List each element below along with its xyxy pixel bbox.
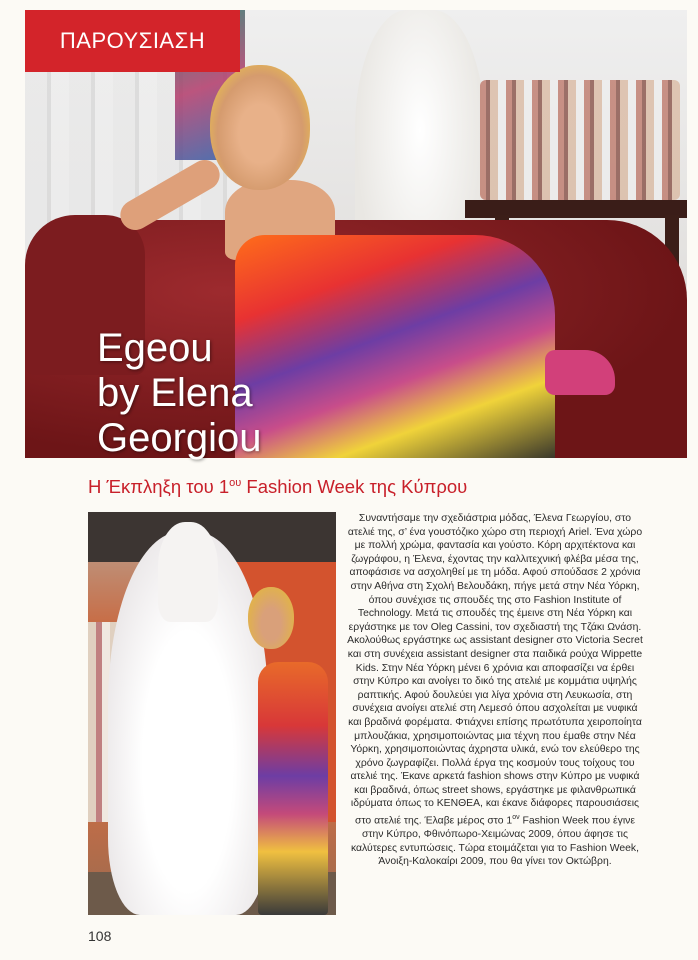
page-number: 108	[88, 928, 112, 944]
hero-title-line-2: by Elena	[97, 371, 253, 415]
hero-person-head	[210, 65, 310, 190]
article-body	[345, 512, 645, 869]
article-body-superscript: ον	[512, 814, 520, 822]
hero-title	[97, 326, 262, 461]
article-body-part-1: Συναντήσαμε την σχεδιάστρια μόδας, Έλενα Γεωργίου, στο ατελιέ της, σ’ ένα γουστόζικο χώρο στη περιοχή Ariel. Ένα χώρο με πολλή χρώμα, φαντασία και γούστο. Κόρη αρχιτέκτονα και ζωγράφου, η Έλενα, έχοντας την καλλιτεχνική φλέβα μέσα της, αποφάσισε να ασχοληθεί με τη μόδα. Αφού σπούδασε 2 χρόνια στην Αθήνα στη Σχολή Βελουδάκη, πήγε μετά στην Νέα Υόρκη, όπου συνέχισε τις σπουδές της στο Fashion Institute of Technology. Μετά τις σπουδές της έμεινε στη Νέα Υόρκη και εργάστηκε με τον Oleg Cassini, τον σχεδιαστή της Τζάκι Ωνάση. Ακολούθως εργάστηκε ως assistant designer στο Victoria Secret και στη συνέχεια assistant designer στα παιδικά ρούχα Wippette Kids. Στην Νέα Υόρκη μένει 6 χρόνια και αποφασίζει να έρθει στην Κύπρο και ανοίγει το δικό της ατελιέ με κομμάτια υψηλής ραπτικής. Αφού δουλεύει για λίγα χρόνια στη Λευκωσία, στη συνέχεια ανοίγει ατελιέ στη Λεμεσό όπου ασχολείται με νυφικά και βραδινά φορέματα. Φτιάχνει επίσης πρωτότυπα χειροποίητα μπλουζάκια, χρησιμοποιώντας μια τέχνη που έμαθε στην Νέα Υόρκη, χρησιμοποιώντας άχρηστα υλικά, ενώ τον ελεύθερο της χρόνο ζωγραφίζει. Πολλά έργα της κοσμούν τους τοίχους του ατελιέ της. Έκανε αρκετά fashion shows στην Κύπρο με νυφικά και βραδινά, όπως street shows, εργάστηκε με φιλανθρωπικά ιδρύματα όπως το ΚΕΝΘΕΑ, και έκανε διάφορες παρουσιάσεις στο ατελιέ της. Έλαβε μέρος στο 1	[347, 513, 643, 827]
wedding-gown-bodice	[158, 522, 218, 622]
section-tab-label: ΠΑΡΟΥΣΙΑΣΗ	[59, 28, 206, 53]
article-body-part-2: Fashion Week που έγινε στην Κύπρο, Φθινόπωρο-Χειμώνας 2009, όπου άφησε τις καλύτερες εντυπώσεις. Τώρα ετοιμάζεται για το Fashion Week, Άνοιξη-Καλοκαίρι 2009, που θα γίνει τον Οκτώβρη.	[350, 815, 639, 868]
hero-colorful-dress	[235, 235, 555, 458]
designer-dress	[258, 662, 328, 915]
designer-head	[248, 587, 294, 649]
hero-title-line-1: Egeou	[97, 326, 213, 370]
headline-text-start: Η Έκπληξη του 1	[88, 476, 230, 497]
hero-pink-shoe	[545, 350, 615, 395]
hero-title-line-3: Georgiou	[97, 416, 262, 460]
article-headline	[88, 476, 467, 498]
headline-text-end: Fashion Week της Κύπρου	[241, 476, 468, 497]
headline-superscript: ου	[229, 476, 242, 489]
hero-jewelry-display	[480, 80, 680, 200]
atelier-photo	[88, 512, 336, 915]
section-tab	[25, 10, 240, 72]
